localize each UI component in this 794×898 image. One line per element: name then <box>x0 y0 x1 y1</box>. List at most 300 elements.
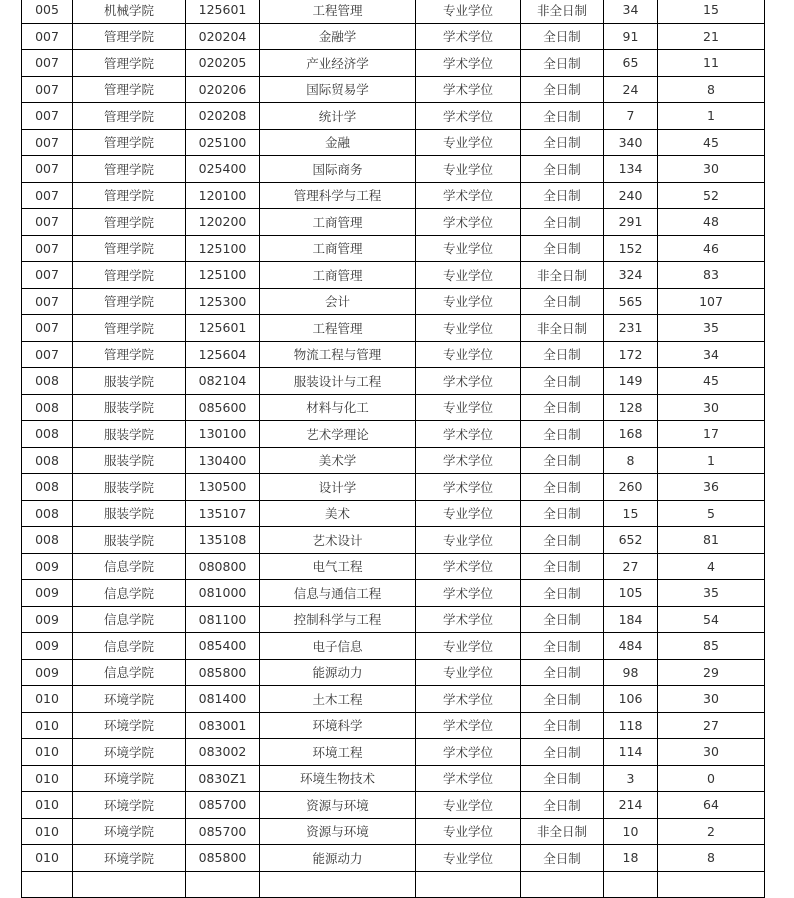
degree-type-cell: 学术学位 <box>416 606 521 633</box>
table-row <box>22 129 765 156</box>
major-code-cell: 082104 <box>186 368 260 395</box>
college-name-cell: 管理学院 <box>73 262 186 289</box>
major-name-cell: 环境生物技术 <box>260 765 416 792</box>
major-code-cell: 135107 <box>186 500 260 527</box>
degree-type-cell: 专业学位 <box>416 500 521 527</box>
table-row <box>22 0 765 23</box>
major-code-cell: 0830Z1 <box>186 765 260 792</box>
major-code-cell: 085800 <box>186 659 260 686</box>
applicants-cell: 184 <box>604 606 658 633</box>
degree-type-cell: 学术学位 <box>416 474 521 501</box>
admitted-cell: 17 <box>658 421 765 448</box>
admitted-cell: 45 <box>658 368 765 395</box>
degree-type-cell: 专业学位 <box>416 341 521 368</box>
degree-type-cell: 专业学位 <box>416 288 521 315</box>
study-mode-cell: 全日制 <box>521 368 604 395</box>
college-name-cell: 管理学院 <box>73 103 186 130</box>
major-name-cell: 能源动力 <box>260 659 416 686</box>
study-mode-cell: 全日制 <box>521 580 604 607</box>
college-name-cell: 服装学院 <box>73 421 186 448</box>
admitted-cell: 35 <box>658 315 765 342</box>
major-name-cell: 工程管理 <box>260 0 416 23</box>
applicants-cell: 27 <box>604 553 658 580</box>
degree-type-cell: 学术学位 <box>416 712 521 739</box>
college-name-cell: 信息学院 <box>73 580 186 607</box>
major-code-cell: 125601 <box>186 0 260 23</box>
major-name-cell: 国际商务 <box>260 156 416 183</box>
admitted-cell: 4 <box>658 553 765 580</box>
study-mode-cell: 全日制 <box>521 288 604 315</box>
major-code-cell: 085600 <box>186 394 260 421</box>
college-code-cell: 008 <box>22 474 73 501</box>
admitted-cell: 2 <box>658 818 765 845</box>
major-name-cell: 资源与环境 <box>260 792 416 819</box>
major-name-cell: 工商管理 <box>260 235 416 262</box>
table-row <box>22 633 765 660</box>
admitted-cell: 1 <box>658 447 765 474</box>
degree-type-cell: 学术学位 <box>416 182 521 209</box>
study-mode-cell: 非全日制 <box>521 315 604 342</box>
major-code-cell: 130500 <box>186 474 260 501</box>
admitted-cell: 35 <box>658 580 765 607</box>
table-row <box>22 527 765 554</box>
college-code-cell: 008 <box>22 368 73 395</box>
major-code-cell: 020208 <box>186 103 260 130</box>
college-name-cell: 服装学院 <box>73 394 186 421</box>
admitted-cell: 8 <box>658 845 765 872</box>
college-name-cell: 环境学院 <box>73 739 186 766</box>
college-name-cell: 管理学院 <box>73 129 186 156</box>
major-code-cell: 081000 <box>186 580 260 607</box>
degree-type-cell: 学术学位 <box>416 50 521 77</box>
college-code-cell: 010 <box>22 686 73 713</box>
college-code-cell: 007 <box>22 288 73 315</box>
major-code-cell: 020206 <box>186 76 260 103</box>
table-body <box>22 0 765 898</box>
degree-type-cell: 专业学位 <box>416 792 521 819</box>
major-code-cell: 130100 <box>186 421 260 448</box>
college-name-cell: 服装学院 <box>73 447 186 474</box>
admitted-cell <box>658 871 765 898</box>
major-name-cell: 电气工程 <box>260 553 416 580</box>
study-mode-cell: 非全日制 <box>521 0 604 23</box>
degree-type-cell: 专业学位 <box>416 262 521 289</box>
applicants-cell: 98 <box>604 659 658 686</box>
admitted-cell: 107 <box>658 288 765 315</box>
study-mode-cell: 全日制 <box>521 76 604 103</box>
major-name-cell: 管理科学与工程 <box>260 182 416 209</box>
degree-type-cell: 专业学位 <box>416 315 521 342</box>
major-name-cell: 工程管理 <box>260 315 416 342</box>
degree-type-cell: 学术学位 <box>416 368 521 395</box>
degree-type-cell: 学术学位 <box>416 76 521 103</box>
applicants-cell: 105 <box>604 580 658 607</box>
college-code-cell: 008 <box>22 447 73 474</box>
college-name-cell: 管理学院 <box>73 23 186 50</box>
college-name-cell: 管理学院 <box>73 235 186 262</box>
major-name-cell: 资源与环境 <box>260 818 416 845</box>
college-code-cell: 008 <box>22 500 73 527</box>
degree-type-cell: 专业学位 <box>416 818 521 845</box>
college-name-cell <box>73 871 186 898</box>
admitted-cell: 1 <box>658 103 765 130</box>
study-mode-cell: 全日制 <box>521 765 604 792</box>
table-row <box>22 500 765 527</box>
major-name-cell: 材料与化工 <box>260 394 416 421</box>
college-code-cell: 008 <box>22 527 73 554</box>
table-row <box>22 288 765 315</box>
college-code-cell: 007 <box>22 315 73 342</box>
major-name-cell: 电子信息 <box>260 633 416 660</box>
college-code-cell: 009 <box>22 633 73 660</box>
college-name-cell: 环境学院 <box>73 792 186 819</box>
applicants-cell: 152 <box>604 235 658 262</box>
major-code-cell: 081400 <box>186 686 260 713</box>
major-code-cell: 125100 <box>186 235 260 262</box>
admitted-cell: 21 <box>658 23 765 50</box>
major-name-cell: 信息与通信工程 <box>260 580 416 607</box>
college-code-cell <box>22 871 73 898</box>
applicants-cell: 260 <box>604 474 658 501</box>
admitted-cell: 0 <box>658 765 765 792</box>
applicants-cell: 24 <box>604 76 658 103</box>
admitted-cell: 30 <box>658 156 765 183</box>
college-name-cell: 机械学院 <box>73 0 186 23</box>
admitted-cell: 30 <box>658 686 765 713</box>
college-name-cell: 信息学院 <box>73 606 186 633</box>
major-code-cell: 080800 <box>186 553 260 580</box>
study-mode-cell: 全日制 <box>521 235 604 262</box>
applicants-cell: 91 <box>604 23 658 50</box>
admitted-cell: 27 <box>658 712 765 739</box>
college-name-cell: 信息学院 <box>73 659 186 686</box>
admitted-cell: 30 <box>658 394 765 421</box>
applicants-cell: 240 <box>604 182 658 209</box>
college-code-cell: 007 <box>22 341 73 368</box>
major-code-cell: 130400 <box>186 447 260 474</box>
major-name-cell: 土木工程 <box>260 686 416 713</box>
study-mode-cell: 全日制 <box>521 156 604 183</box>
table-row <box>22 103 765 130</box>
college-code-cell: 010 <box>22 818 73 845</box>
table-row <box>22 792 765 819</box>
applicants-cell: 565 <box>604 288 658 315</box>
admitted-cell: 48 <box>658 209 765 236</box>
major-code-cell: 020204 <box>186 23 260 50</box>
major-code-cell: 125601 <box>186 315 260 342</box>
table-row <box>22 474 765 501</box>
table-row <box>22 739 765 766</box>
study-mode-cell: 非全日制 <box>521 262 604 289</box>
table-row <box>22 765 765 792</box>
study-mode-cell: 全日制 <box>521 659 604 686</box>
admitted-cell: 5 <box>658 500 765 527</box>
study-mode-cell: 全日制 <box>521 553 604 580</box>
applicants-cell: 106 <box>604 686 658 713</box>
table-row <box>22 394 765 421</box>
study-mode-cell: 全日制 <box>521 500 604 527</box>
degree-type-cell: 专业学位 <box>416 633 521 660</box>
degree-type-cell: 学术学位 <box>416 209 521 236</box>
major-name-cell: 艺术学理论 <box>260 421 416 448</box>
degree-type-cell: 专业学位 <box>416 156 521 183</box>
college-name-cell: 管理学院 <box>73 156 186 183</box>
degree-type-cell: 学术学位 <box>416 686 521 713</box>
major-code-cell: 135108 <box>186 527 260 554</box>
table-row <box>22 235 765 262</box>
table-row <box>22 76 765 103</box>
major-name-cell: 服装设计与工程 <box>260 368 416 395</box>
table-row <box>22 315 765 342</box>
college-name-cell: 服装学院 <box>73 474 186 501</box>
degree-type-cell: 学术学位 <box>416 421 521 448</box>
major-name-cell: 金融学 <box>260 23 416 50</box>
applicants-cell: 168 <box>604 421 658 448</box>
college-code-cell: 008 <box>22 421 73 448</box>
study-mode-cell: 全日制 <box>521 739 604 766</box>
college-code-cell: 008 <box>22 394 73 421</box>
degree-type-cell: 学术学位 <box>416 765 521 792</box>
applicants-cell: 291 <box>604 209 658 236</box>
college-code-cell: 009 <box>22 580 73 607</box>
degree-type-cell <box>416 871 521 898</box>
college-name-cell: 服装学院 <box>73 527 186 554</box>
table-row <box>22 421 765 448</box>
college-code-cell: 010 <box>22 792 73 819</box>
college-name-cell: 信息学院 <box>73 553 186 580</box>
degree-type-cell: 学术学位 <box>416 103 521 130</box>
major-code-cell: 125100 <box>186 262 260 289</box>
applicants-cell: 231 <box>604 315 658 342</box>
major-name-cell: 环境工程 <box>260 739 416 766</box>
major-code-cell <box>186 871 260 898</box>
applicants-cell: 134 <box>604 156 658 183</box>
college-name-cell: 环境学院 <box>73 845 186 872</box>
study-mode-cell: 全日制 <box>521 341 604 368</box>
major-code-cell: 083002 <box>186 739 260 766</box>
study-mode-cell: 全日制 <box>521 394 604 421</box>
table-row <box>22 182 765 209</box>
major-code-cell: 083001 <box>186 712 260 739</box>
degree-type-cell: 学术学位 <box>416 447 521 474</box>
major-name-cell: 工商管理 <box>260 209 416 236</box>
admitted-cell: 36 <box>658 474 765 501</box>
college-code-cell: 005 <box>22 0 73 23</box>
major-code-cell: 120100 <box>186 182 260 209</box>
table-row <box>22 553 765 580</box>
major-name-cell: 设计学 <box>260 474 416 501</box>
college-code-cell: 010 <box>22 739 73 766</box>
college-name-cell: 环境学院 <box>73 686 186 713</box>
table-row <box>22 659 765 686</box>
table-row <box>22 23 765 50</box>
applicants-cell: 128 <box>604 394 658 421</box>
major-name-cell: 能源动力 <box>260 845 416 872</box>
major-code-cell: 125300 <box>186 288 260 315</box>
major-name-cell: 金融 <box>260 129 416 156</box>
applicants-cell: 214 <box>604 792 658 819</box>
applicants-cell: 340 <box>604 129 658 156</box>
admitted-cell: 8 <box>658 76 765 103</box>
applicants-cell: 34 <box>604 0 658 23</box>
major-name-cell: 统计学 <box>260 103 416 130</box>
degree-type-cell: 学术学位 <box>416 23 521 50</box>
degree-type-cell: 专业学位 <box>416 129 521 156</box>
major-code-cell: 085400 <box>186 633 260 660</box>
college-code-cell: 009 <box>22 659 73 686</box>
admitted-cell: 64 <box>658 792 765 819</box>
degree-type-cell: 专业学位 <box>416 659 521 686</box>
applicants-cell: 65 <box>604 50 658 77</box>
table-row <box>22 447 765 474</box>
major-code-cell: 120200 <box>186 209 260 236</box>
degree-type-cell: 专业学位 <box>416 0 521 23</box>
college-code-cell: 007 <box>22 129 73 156</box>
major-code-cell: 081100 <box>186 606 260 633</box>
college-name-cell: 服装学院 <box>73 368 186 395</box>
study-mode-cell: 全日制 <box>521 421 604 448</box>
applicants-cell: 324 <box>604 262 658 289</box>
degree-type-cell: 学术学位 <box>416 580 521 607</box>
major-code-cell: 085700 <box>186 792 260 819</box>
admitted-cell: 29 <box>658 659 765 686</box>
major-code-cell: 025100 <box>186 129 260 156</box>
college-code-cell: 007 <box>22 103 73 130</box>
major-code-cell: 125604 <box>186 341 260 368</box>
admitted-cell: 11 <box>658 50 765 77</box>
college-name-cell: 环境学院 <box>73 818 186 845</box>
table-row <box>22 580 765 607</box>
table-row <box>22 606 765 633</box>
major-name-cell: 工商管理 <box>260 262 416 289</box>
college-name-cell: 管理学院 <box>73 182 186 209</box>
applicants-cell: 149 <box>604 368 658 395</box>
major-name-cell: 会计 <box>260 288 416 315</box>
college-name-cell: 管理学院 <box>73 315 186 342</box>
admitted-cell: 46 <box>658 235 765 262</box>
study-mode-cell: 全日制 <box>521 474 604 501</box>
college-code-cell: 007 <box>22 182 73 209</box>
study-mode-cell: 非全日制 <box>521 818 604 845</box>
major-code-cell: 085700 <box>186 818 260 845</box>
degree-type-cell: 学术学位 <box>416 739 521 766</box>
college-name-cell: 管理学院 <box>73 50 186 77</box>
table-row <box>22 156 765 183</box>
table-row <box>22 368 765 395</box>
major-code-cell: 020205 <box>186 50 260 77</box>
study-mode-cell: 全日制 <box>521 606 604 633</box>
college-code-cell: 007 <box>22 76 73 103</box>
college-code-cell: 007 <box>22 23 73 50</box>
college-name-cell: 管理学院 <box>73 288 186 315</box>
college-code-cell: 007 <box>22 50 73 77</box>
college-name-cell: 服装学院 <box>73 500 186 527</box>
admitted-cell: 83 <box>658 262 765 289</box>
admitted-cell: 85 <box>658 633 765 660</box>
applicants-cell: 114 <box>604 739 658 766</box>
college-name-cell: 管理学院 <box>73 341 186 368</box>
major-name-cell: 环境科学 <box>260 712 416 739</box>
major-name-cell: 艺术设计 <box>260 527 416 554</box>
applicants-cell <box>604 871 658 898</box>
applicants-cell: 10 <box>604 818 658 845</box>
study-mode-cell: 全日制 <box>521 103 604 130</box>
major-name-cell <box>260 871 416 898</box>
college-name-cell: 信息学院 <box>73 633 186 660</box>
table-row <box>22 262 765 289</box>
degree-type-cell: 专业学位 <box>416 235 521 262</box>
table-row <box>22 50 765 77</box>
admitted-cell: 54 <box>658 606 765 633</box>
study-mode-cell: 全日制 <box>521 50 604 77</box>
major-name-cell: 控制科学与工程 <box>260 606 416 633</box>
college-code-cell: 007 <box>22 262 73 289</box>
study-mode-cell: 全日制 <box>521 792 604 819</box>
applicants-cell: 3 <box>604 765 658 792</box>
table-row <box>22 818 765 845</box>
admitted-cell: 15 <box>658 0 765 23</box>
college-code-cell: 007 <box>22 209 73 236</box>
admitted-cell: 52 <box>658 182 765 209</box>
study-mode-cell: 全日制 <box>521 447 604 474</box>
study-mode-cell: 全日制 <box>521 633 604 660</box>
study-mode-cell: 全日制 <box>521 182 604 209</box>
study-mode-cell <box>521 871 604 898</box>
applicants-cell: 484 <box>604 633 658 660</box>
major-code-cell: 025400 <box>186 156 260 183</box>
college-name-cell: 管理学院 <box>73 76 186 103</box>
degree-type-cell: 专业学位 <box>416 845 521 872</box>
applicants-cell: 172 <box>604 341 658 368</box>
college-code-cell: 007 <box>22 156 73 183</box>
applicants-cell: 118 <box>604 712 658 739</box>
major-name-cell: 国际贸易学 <box>260 76 416 103</box>
college-name-cell: 环境学院 <box>73 765 186 792</box>
admitted-cell: 81 <box>658 527 765 554</box>
major-name-cell: 产业经济学 <box>260 50 416 77</box>
college-name-cell: 管理学院 <box>73 209 186 236</box>
degree-type-cell: 学术学位 <box>416 553 521 580</box>
table-row <box>22 686 765 713</box>
applicants-cell: 8 <box>604 447 658 474</box>
major-code-cell: 085800 <box>186 845 260 872</box>
table-row <box>22 845 765 872</box>
admitted-cell: 30 <box>658 739 765 766</box>
degree-type-cell: 专业学位 <box>416 394 521 421</box>
study-mode-cell: 全日制 <box>521 712 604 739</box>
applicants-cell: 7 <box>604 103 658 130</box>
college-code-cell: 009 <box>22 606 73 633</box>
degree-type-cell: 专业学位 <box>416 527 521 554</box>
study-mode-cell: 全日制 <box>521 209 604 236</box>
major-name-cell: 美术 <box>260 500 416 527</box>
admissions-table <box>21 0 765 898</box>
study-mode-cell: 全日制 <box>521 23 604 50</box>
college-code-cell: 010 <box>22 845 73 872</box>
major-name-cell: 美术学 <box>260 447 416 474</box>
table-row <box>22 341 765 368</box>
applicants-cell: 18 <box>604 845 658 872</box>
college-name-cell: 环境学院 <box>73 712 186 739</box>
table-row <box>22 712 765 739</box>
college-code-cell: 009 <box>22 553 73 580</box>
table-row <box>22 209 765 236</box>
study-mode-cell: 全日制 <box>521 527 604 554</box>
college-code-cell: 007 <box>22 235 73 262</box>
applicants-cell: 15 <box>604 500 658 527</box>
table-row <box>22 871 765 898</box>
study-mode-cell: 全日制 <box>521 129 604 156</box>
